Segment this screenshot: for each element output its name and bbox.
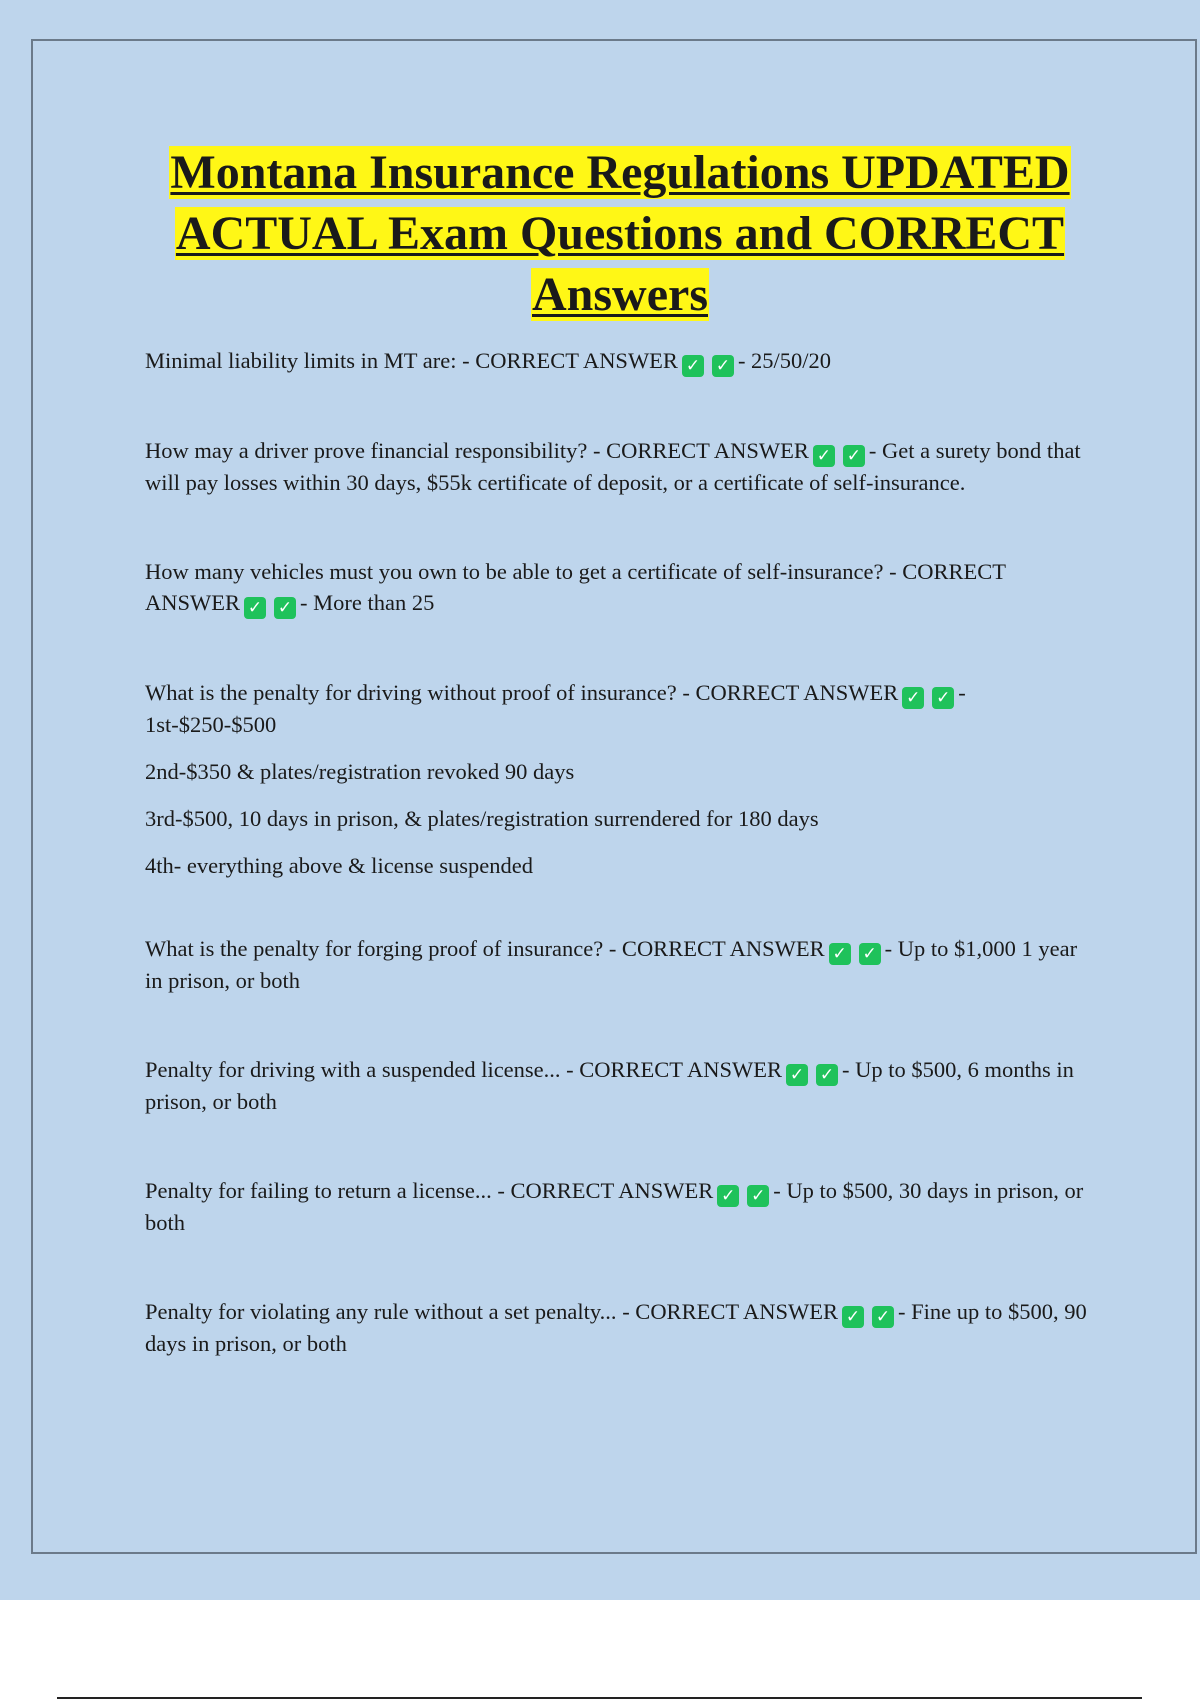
answer-extra-line: 2nd-$350 & plates/registration revoked 90 days <box>145 759 575 784</box>
green-check-icon: ✓ <box>244 597 266 619</box>
qa-item <box>145 556 1090 619</box>
qa-item <box>145 1296 1090 1359</box>
qa-paragraph <box>145 677 1090 740</box>
answer-text: - Up to $1,000 1 year in prison, or both <box>145 936 1078 993</box>
green-check-icon: ✓ <box>843 445 865 467</box>
qa-paragraph <box>145 556 1090 619</box>
title-line-1: Montana Insurance Regulations UPDATED <box>170 146 1070 199</box>
qa-paragraph <box>145 1175 1090 1238</box>
green-check-icon: ✓ <box>842 1306 864 1328</box>
answer-text: - Up to $500, 30 days in prison, or both <box>145 1178 1084 1235</box>
question-text: What is the penalty for forging proof of insurance? <box>145 936 604 961</box>
answer-extra-line: 3rd-$500, 10 days in prison, & plates/registration surrendered for 180 days <box>145 806 819 831</box>
answer-text: - 25/50/20 <box>737 348 832 373</box>
qa-item <box>145 435 1090 498</box>
qa-item <box>145 1054 1090 1117</box>
correct-answer-label: - CORRECT ANSWER <box>497 1178 714 1203</box>
green-check-icon: ✓ <box>682 355 704 377</box>
green-check-icon: ✓ <box>813 445 835 467</box>
document-title <box>130 142 1110 325</box>
green-check-icon: ✓ <box>932 687 954 709</box>
answer-text: - Get a surety bond that will pay losses within 30 days, $55k certificate of deposit, or a certificate of self-insurance. <box>145 438 1081 495</box>
green-check-icon: ✓ <box>829 943 851 965</box>
qa-paragraph <box>145 345 1090 377</box>
question-text: How may a driver prove financial responsibility? <box>145 438 588 463</box>
green-check-icon: ✓ <box>859 943 881 965</box>
green-check-icon: ✓ <box>786 1064 808 1086</box>
green-check-icon: ✓ <box>872 1306 894 1328</box>
correct-answer-label: - CORRECT ANSWER <box>566 1057 783 1082</box>
question-text: Penalty for failing to return a license... <box>145 1178 492 1203</box>
qa-item <box>145 1175 1090 1238</box>
qa-item <box>145 933 1090 996</box>
green-check-icon: ✓ <box>747 1185 769 1207</box>
answer-text: - Fine up to $500, 90 days in prison, or both <box>145 1299 1087 1356</box>
qa-item <box>145 345 1090 377</box>
question-text: Penalty for violating any rule without a set penalty... <box>145 1299 617 1324</box>
green-check-icon: ✓ <box>712 355 734 377</box>
green-check-icon: ✓ <box>717 1185 739 1207</box>
correct-answer-label: - CORRECT ANSWER <box>145 559 1006 615</box>
answer-text: - More than 25 <box>300 590 435 615</box>
correct-answer-label: - CORRECT ANSWER <box>622 1299 839 1324</box>
question-text: What is the penalty for driving without proof of insurance? <box>145 680 677 705</box>
green-check-icon: ✓ <box>274 597 296 619</box>
qa-paragraph <box>145 435 1090 498</box>
qa-list <box>145 345 1090 1359</box>
title-line-2: ACTUAL Exam Questions and CORRECT <box>175 207 1065 260</box>
correct-answer-label: - CORRECT ANSWER <box>462 348 678 373</box>
correct-answer-label: - CORRECT ANSWER <box>682 680 899 705</box>
qa-paragraph <box>145 1296 1090 1359</box>
answer-extra-line: 4th- everything above & license suspended <box>145 853 534 878</box>
question-text: Minimal liability limits in MT are: <box>145 348 457 373</box>
answer-text: - Up to $500, 6 months in prison, or both <box>145 1057 1074 1114</box>
qa-paragraph <box>145 933 1090 996</box>
question-text: How many vehicles must you own to be able to get a certificate of self-insurance? <box>145 559 884 584</box>
qa-item <box>145 677 1090 881</box>
question-text: Penalty for driving with a suspended license... <box>145 1057 561 1082</box>
qa-paragraph <box>145 1054 1090 1117</box>
title-line-3: Answers <box>532 268 708 321</box>
correct-answer-label: - CORRECT ANSWER <box>608 936 825 961</box>
correct-answer-label: - CORRECT ANSWER <box>593 438 809 463</box>
green-check-icon: ✓ <box>902 687 924 709</box>
footer-divider <box>57 1697 1142 1699</box>
green-check-icon: ✓ <box>816 1064 838 1086</box>
answer-text: - 1st-$250-$500 <box>145 680 966 737</box>
